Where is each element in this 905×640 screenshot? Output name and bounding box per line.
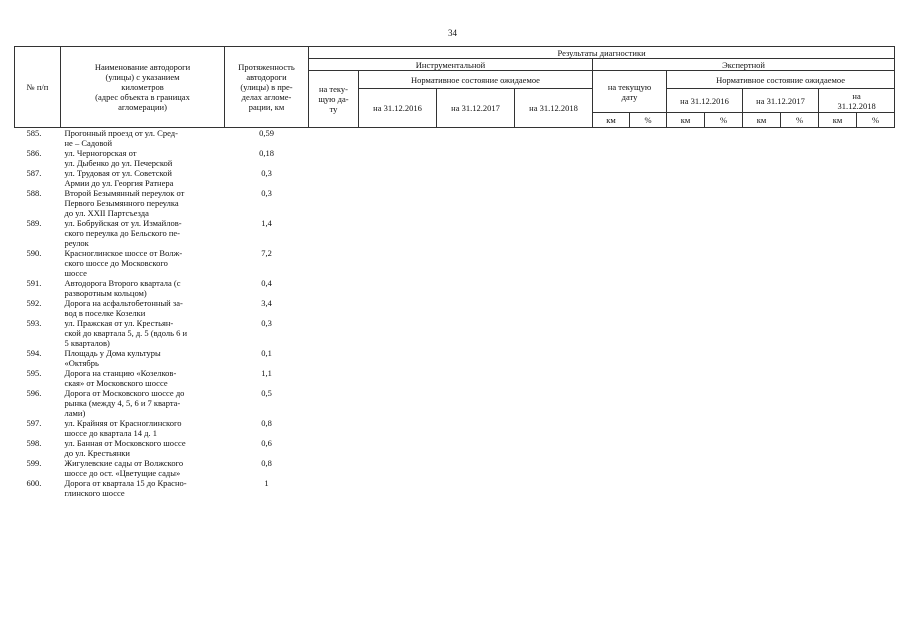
road-length: 0,1 [261, 348, 272, 358]
road-name: ул. Пражская от ул. Крестьян- ской до квартала 5, д. 5 (вдоль 6 и 5 кварталов) [64, 318, 188, 348]
table-row [15, 278, 895, 298]
road-length: 0,5 [261, 388, 272, 398]
header-pct: % [630, 113, 667, 128]
road-name: Жигулевские сады от Волжского шоссе до ост. «Цветущие сады» [64, 458, 184, 478]
header-instr-date-2016: на 31.12.2016 [359, 89, 437, 128]
row-number: 599. [26, 458, 42, 468]
table-row [15, 368, 895, 388]
road-length: 1,1 [261, 368, 272, 378]
road-name: Площадь у Дома культуры «Октябрь [64, 348, 161, 368]
table-row [15, 298, 895, 318]
header-current-date-instrumental: на теку- щую да- ту [309, 71, 359, 128]
row-number: 592. [26, 298, 42, 308]
table-row [15, 348, 895, 368]
header-current-date-expert: на текущую дату [593, 71, 667, 113]
header-expert-date-2018: на 31.12.2018 [819, 89, 895, 113]
road-name: Дорога на асфальтобетонный за- вод в поселке Козелки [64, 298, 183, 318]
road-length: 0,3 [261, 188, 272, 198]
road-length: 0,4 [261, 278, 272, 288]
header-km: км [593, 113, 630, 128]
road-length: 0,59 [259, 128, 274, 138]
empty-results-cell [309, 168, 895, 188]
row-number: 598. [26, 438, 42, 448]
road-length: 7,2 [261, 248, 272, 258]
road-length: 3,4 [261, 298, 272, 308]
empty-results-cell [309, 278, 895, 298]
table-row [15, 438, 895, 458]
row-number: 586. [26, 148, 42, 158]
road-length: 0,3 [261, 318, 272, 328]
row-number: 595. [26, 368, 42, 378]
row-number: 597. [26, 418, 42, 428]
table-body [15, 128, 895, 499]
empty-results-cell [309, 298, 895, 318]
header-km: км [743, 113, 781, 128]
road-name: ул. Бобруйская от ул. Измайлов- ского переулка до Бельского пе- реулок [64, 218, 182, 248]
header-expert: Экспертной [593, 59, 895, 71]
table-row [15, 218, 895, 248]
header-km: км [667, 113, 705, 128]
road-name: Второй Безымянный переулок от Первого Безымянного переулка до ул. XXII Партсъезда [64, 188, 185, 218]
empty-results-cell [309, 388, 895, 418]
empty-results-cell [309, 438, 895, 458]
header-normative-expert: Нормативное состояние ожидаемое [667, 71, 895, 89]
road-length: 0,3 [261, 168, 272, 178]
empty-results-cell [309, 418, 895, 438]
header-normative-instrumental: Нормативное состояние ожидаемое [359, 71, 593, 89]
row-number: 587. [26, 168, 42, 178]
table-row [15, 168, 895, 188]
page-number: 34 [448, 28, 457, 38]
empty-results-cell [309, 348, 895, 368]
empty-results-cell [309, 478, 895, 498]
table-row [15, 458, 895, 478]
row-number: 600. [26, 478, 42, 488]
row-number: 591. [26, 278, 42, 288]
road-name: Дорога на станцию «Козелков- ская» от Московского шоссе [64, 368, 177, 388]
empty-results-cell [309, 218, 895, 248]
row-number: 588. [26, 188, 42, 198]
table-row [15, 188, 895, 218]
road-name: ул. Банная от Московского шоссе до ул. Крестьянки [64, 438, 186, 458]
road-name: ул. Трудовая от ул. Советской Армии до ул. Георгия Ратнера [64, 168, 174, 188]
table-row [15, 128, 895, 149]
road-name: Красноглинское шоссе от Волж- ского шоссе до Московского шоссе [64, 248, 183, 278]
road-length: 0,8 [261, 458, 272, 468]
header-km: км [819, 113, 857, 128]
row-number: 585. [26, 128, 42, 138]
empty-results-cell [309, 458, 895, 478]
header-pct: % [705, 113, 743, 128]
header-instrumental: Инструментальной [309, 59, 593, 71]
header-instr-date-2018: на 31.12.2018 [515, 89, 593, 128]
header-results: Результаты диагностики [309, 47, 895, 59]
road-name: Дорога от Московского шоссе до рынка (между 4, 5, 6 и 7 кварта- лами) [64, 388, 185, 418]
row-number: 593. [26, 318, 42, 328]
diagnostics-table [14, 46, 895, 498]
road-name: Прогонный проезд от ул. Сред- не – Садовой [64, 128, 178, 148]
header-expert-date-2016: на 31.12.2016 [667, 89, 743, 113]
table-row [15, 318, 895, 348]
road-name: ул. Черногорская от ул. Дыбенко до ул. Печерской [64, 148, 173, 168]
row-number: 590. [26, 248, 42, 258]
road-length: 0,18 [259, 148, 274, 158]
empty-results-cell [309, 248, 895, 278]
header-col-length: Протяженность автодороги (улицы) в пре- делах агломе- рации, км [225, 47, 309, 128]
table-row [15, 248, 895, 278]
header-expert-date-2017: на 31.12.2017 [743, 89, 819, 113]
table-row [15, 478, 895, 498]
table-row [15, 388, 895, 418]
road-length: 1,4 [261, 218, 272, 228]
header-col-name: Наименование автодороги (улицы) с указанием километров (адрес объекта в границах агломерации) [61, 47, 225, 128]
road-name: Дорога от квартала 15 до Красно- глинского шоссе [64, 478, 187, 498]
road-name: Автодорога Второго квартала (с разворотным кольцом) [64, 278, 181, 298]
header-pct: % [857, 113, 895, 128]
empty-results-cell [309, 368, 895, 388]
row-number: 589. [26, 218, 42, 228]
road-length: 0,8 [261, 418, 272, 428]
empty-results-cell [309, 318, 895, 348]
header-pct: % [781, 113, 819, 128]
header-col-num: № п/п [15, 47, 61, 128]
table-row [15, 148, 895, 168]
empty-results-cell [309, 188, 895, 218]
road-length: 0,6 [261, 438, 272, 448]
row-number: 596. [26, 388, 42, 398]
row-number: 594. [26, 348, 42, 358]
table-row [15, 418, 895, 438]
road-name: ул. Крайняя от Красноглинского шоссе до квартала 14 д. 1 [64, 418, 182, 438]
empty-results-cell [309, 148, 895, 168]
empty-results-cell [309, 128, 895, 149]
header-instr-date-2017: на 31.12.2017 [437, 89, 515, 128]
road-length: 1 [264, 478, 269, 488]
